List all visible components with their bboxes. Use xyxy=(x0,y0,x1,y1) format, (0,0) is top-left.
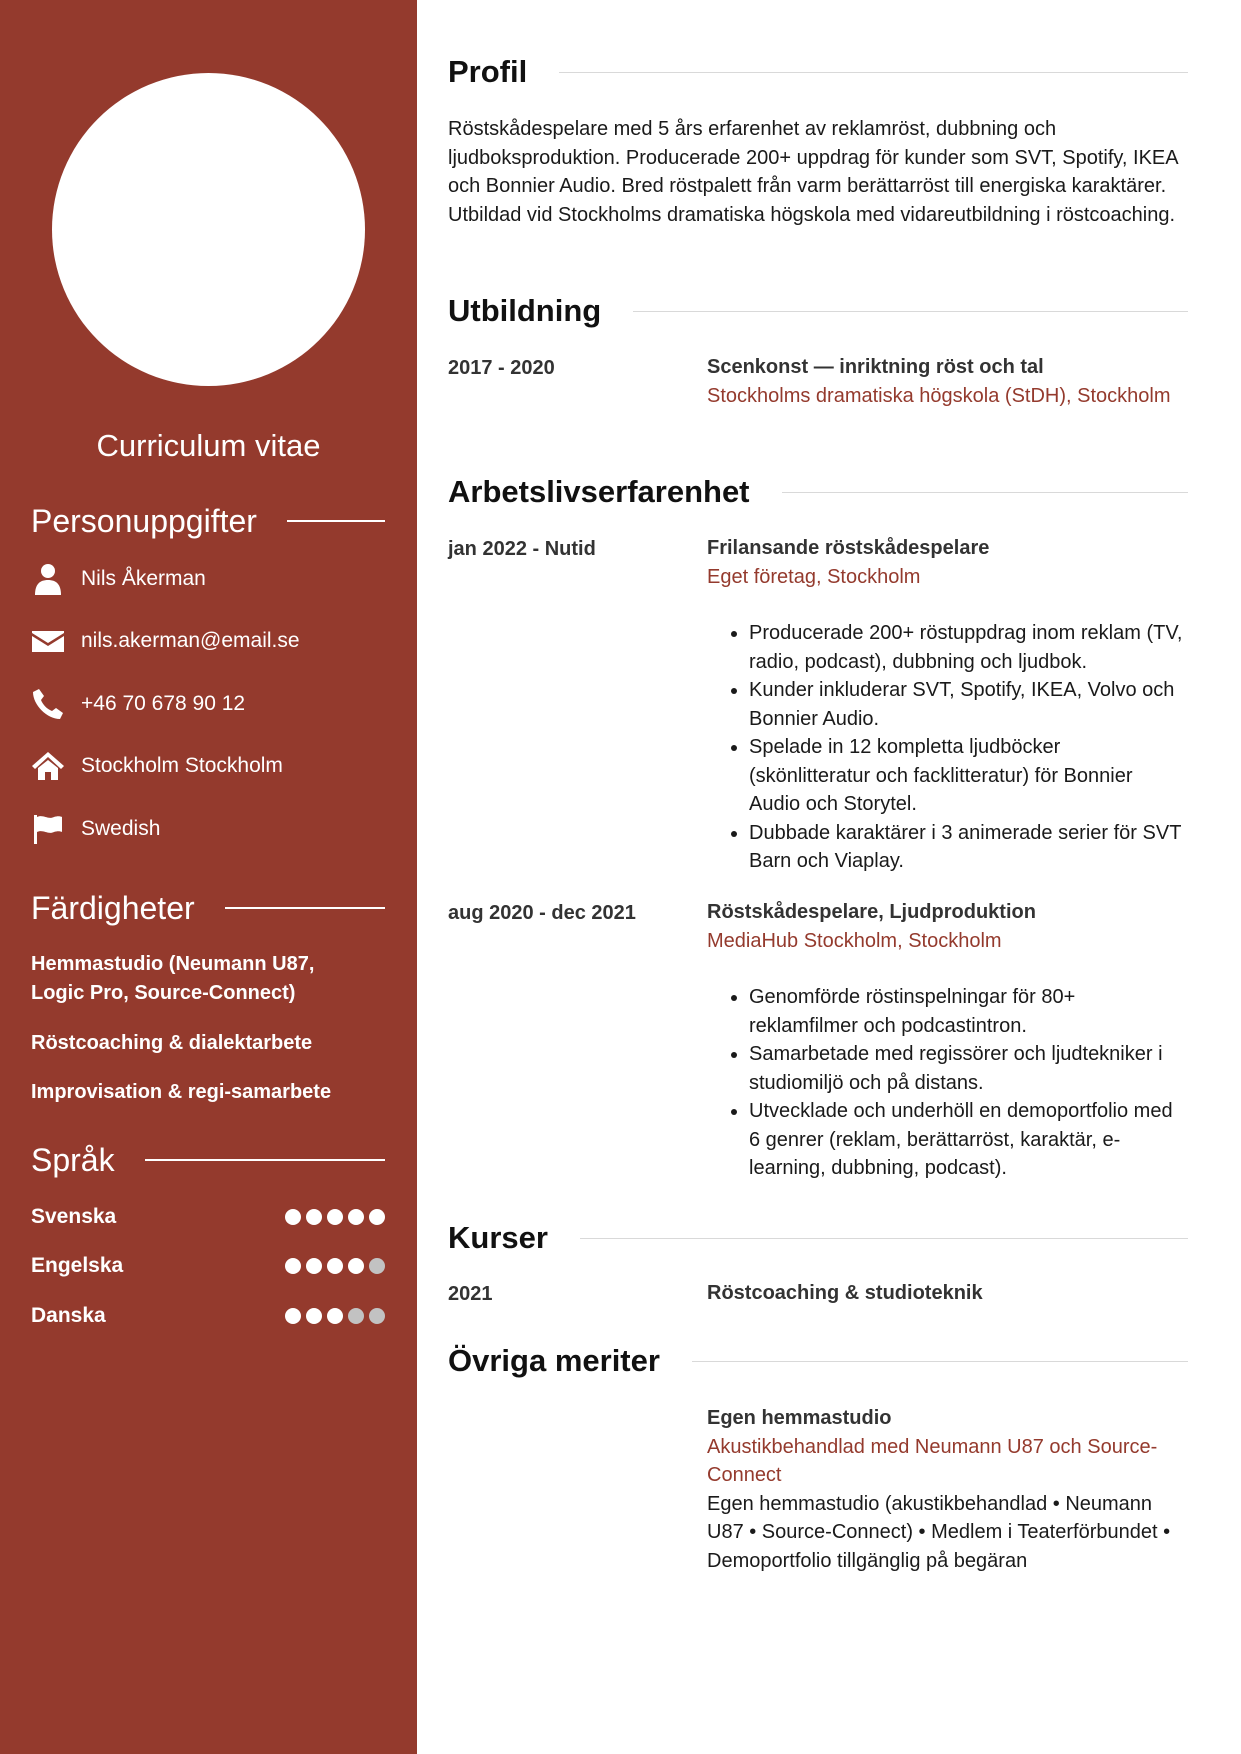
level-dot-filled xyxy=(285,1258,301,1274)
experience-heading xyxy=(448,472,1188,512)
experience-bullet: • Dubbade karaktärer i 3 animerade serier för SVT Barn och Viaplay. xyxy=(749,819,1187,876)
experience-employer: Eget företag, Stockholm xyxy=(707,565,921,588)
language-name: Engelska xyxy=(31,1254,124,1277)
experience-title: Frilansande röstskådespelare xyxy=(707,537,990,559)
level-dot-empty xyxy=(369,1308,385,1324)
contact-email-text[interactable]: nils.akerman@email.se xyxy=(81,629,300,652)
level-dot-filled xyxy=(327,1258,343,1274)
level-dot-filled xyxy=(348,1258,364,1274)
skills-heading-label: Färdigheter xyxy=(31,889,195,926)
contact-phone-text[interactable]: +46 70 678 90 12 xyxy=(81,692,246,715)
experience-entry xyxy=(707,534,1187,876)
education-institution: Stockholms dramatiska högskola (StDH), Stockholm xyxy=(707,384,1171,407)
education-heading-label: Utbildning xyxy=(448,293,602,328)
language-row xyxy=(31,1301,385,1331)
profile-text: Röstskådespelare med 5 års erfarenhet av reklamröst, dubbning och ljudboksproduktion. Producerade 200+ uppdrag för kunder som SVT, Spotify, IKEA och Bonnier Audio. Bred röstpalett från varm berättarröst till energiska karaktärer. Utbildad vid Stockholms dramatiska högskola med vidareutbildning i röstcoaching. xyxy=(448,118,1178,226)
experience-date: aug 2020 - dec 2021 xyxy=(448,902,636,924)
contact-phone[interactable] xyxy=(31,684,245,724)
heading-divider xyxy=(145,1159,385,1161)
level-dot-filled xyxy=(285,1308,301,1324)
experience-bullet: • Samarbetade med regissörer och ljudtekniker i studiomiljö och på distans. xyxy=(749,1040,1187,1097)
personal-info-heading-label: Personuppgifter xyxy=(31,502,257,539)
language-level-dots xyxy=(285,1308,385,1324)
experience-bullet: • Utvecklade och underhöll en demoportfolio med 6 genrer (reklam, berättarröst, karaktär, e-learning, dubbning, podcast). xyxy=(749,1097,1187,1183)
person-icon xyxy=(31,562,65,596)
cv-title: Curriculum vitae xyxy=(96,428,321,463)
level-dot-filled xyxy=(306,1308,322,1324)
level-dot-filled xyxy=(285,1209,301,1225)
language-row xyxy=(31,1202,385,1232)
courses-heading-label: Kurser xyxy=(448,1220,548,1255)
level-dot-empty xyxy=(348,1308,364,1324)
education-title: Scenkonst — inriktning röst och tal xyxy=(707,356,1044,378)
profile-photo-placeholder xyxy=(52,73,365,386)
courses-heading xyxy=(448,1218,1188,1258)
experience-bullets xyxy=(707,983,1187,1183)
experience-date: jan 2022 - Nutid xyxy=(448,538,596,560)
experience-entry xyxy=(707,898,1187,1183)
sidebar xyxy=(0,0,417,1754)
language-level-dots xyxy=(285,1258,385,1274)
experience-bullets xyxy=(707,619,1187,876)
education-heading xyxy=(448,291,1188,331)
contact-nationality xyxy=(31,809,160,849)
experience-bullet: • Kunder inkluderar SVT, Spotify, IKEA, Volvo och Bonnier Audio. xyxy=(749,676,1187,733)
section-divider xyxy=(580,1238,1188,1239)
other-merits-subtitle: Akustikbehandlad med Neumann U87 och Source-Connect xyxy=(707,1435,1158,1486)
level-dot-filled xyxy=(348,1209,364,1225)
other-merits-title: Egen hemmastudio xyxy=(707,1407,892,1429)
level-dot-filled xyxy=(306,1209,322,1225)
experience-title: Röstskådespelare, Ljudproduktion xyxy=(707,901,1036,923)
education-date: 2017 - 2020 xyxy=(448,357,555,379)
course-date: 2021 xyxy=(448,1283,493,1305)
skill-item: Improvisation & regi-samarbete xyxy=(31,1081,332,1103)
contact-nationality-text: Swedish xyxy=(81,817,161,840)
level-dot-filled xyxy=(327,1209,343,1225)
languages-heading xyxy=(31,1140,385,1180)
heading-divider xyxy=(287,520,385,522)
phone-icon xyxy=(31,687,65,721)
other-merits-description: Egen hemmastudio (akustikbehandlad • Neumann U87 • Source-Connect) • Medlem i Teaterförbundet • Demoportfolio tillgänglig på begäran xyxy=(707,1492,1171,1572)
experience-bullet: • Spelade in 12 kompletta ljudböcker (skönlitteratur och facklitteratur) för Bonnier Audio och Storytel. xyxy=(749,733,1187,819)
other-merits-heading-label: Övriga meriter xyxy=(448,1343,660,1378)
personal-info-heading xyxy=(31,501,385,541)
language-level-dots xyxy=(285,1209,385,1225)
level-dot-filled xyxy=(327,1308,343,1324)
education-entry xyxy=(707,353,1187,410)
home-icon xyxy=(31,749,65,783)
language-name: Danska xyxy=(31,1304,106,1327)
course-entry xyxy=(707,1279,1187,1308)
flag-icon xyxy=(31,812,65,846)
language-name: Svenska xyxy=(31,1205,117,1228)
envelope-icon xyxy=(31,624,65,658)
experience-employer: MediaHub Stockholm, Stockholm xyxy=(707,929,1002,952)
skills-heading xyxy=(31,888,385,928)
experience-bullet: • Genomförde röstinspelningar för 80+ reklamfilmer och podcastintron. xyxy=(749,983,1187,1040)
section-divider xyxy=(633,311,1188,312)
language-row xyxy=(31,1251,385,1281)
level-dot-filled xyxy=(369,1209,385,1225)
contact-email[interactable] xyxy=(31,621,300,661)
contact-location xyxy=(31,746,283,786)
contact-name-text: Nils Åkerman xyxy=(81,567,206,590)
other-merits-entry xyxy=(707,1404,1187,1575)
section-divider xyxy=(692,1361,1188,1362)
skill-item: Röstcoaching & dialektarbete xyxy=(31,1032,313,1054)
other-merits-heading xyxy=(448,1341,1188,1381)
experience-heading-label: Arbetslivserfarenhet xyxy=(448,474,750,509)
section-divider xyxy=(782,492,1188,493)
contact-location-text: Stockholm Stockholm xyxy=(81,754,283,777)
section-divider xyxy=(559,72,1188,73)
profile-heading xyxy=(448,52,1188,92)
level-dot-filled xyxy=(306,1258,322,1274)
languages-heading-label: Språk xyxy=(31,1141,115,1178)
course-title: Röstcoaching & studioteknik xyxy=(707,1282,983,1304)
experience-bullet: • Producerade 200+ röstuppdrag inom reklam (TV, radio, podcast), dubbning och ljudbok. xyxy=(749,619,1187,676)
contact-name xyxy=(31,559,206,599)
profile-heading-label: Profil xyxy=(448,54,528,89)
skill-item: Hemmastudio (Neumann U87, Logic Pro, Source-Connect) xyxy=(31,953,315,1004)
level-dot-empty xyxy=(369,1258,385,1274)
heading-divider xyxy=(225,907,385,909)
